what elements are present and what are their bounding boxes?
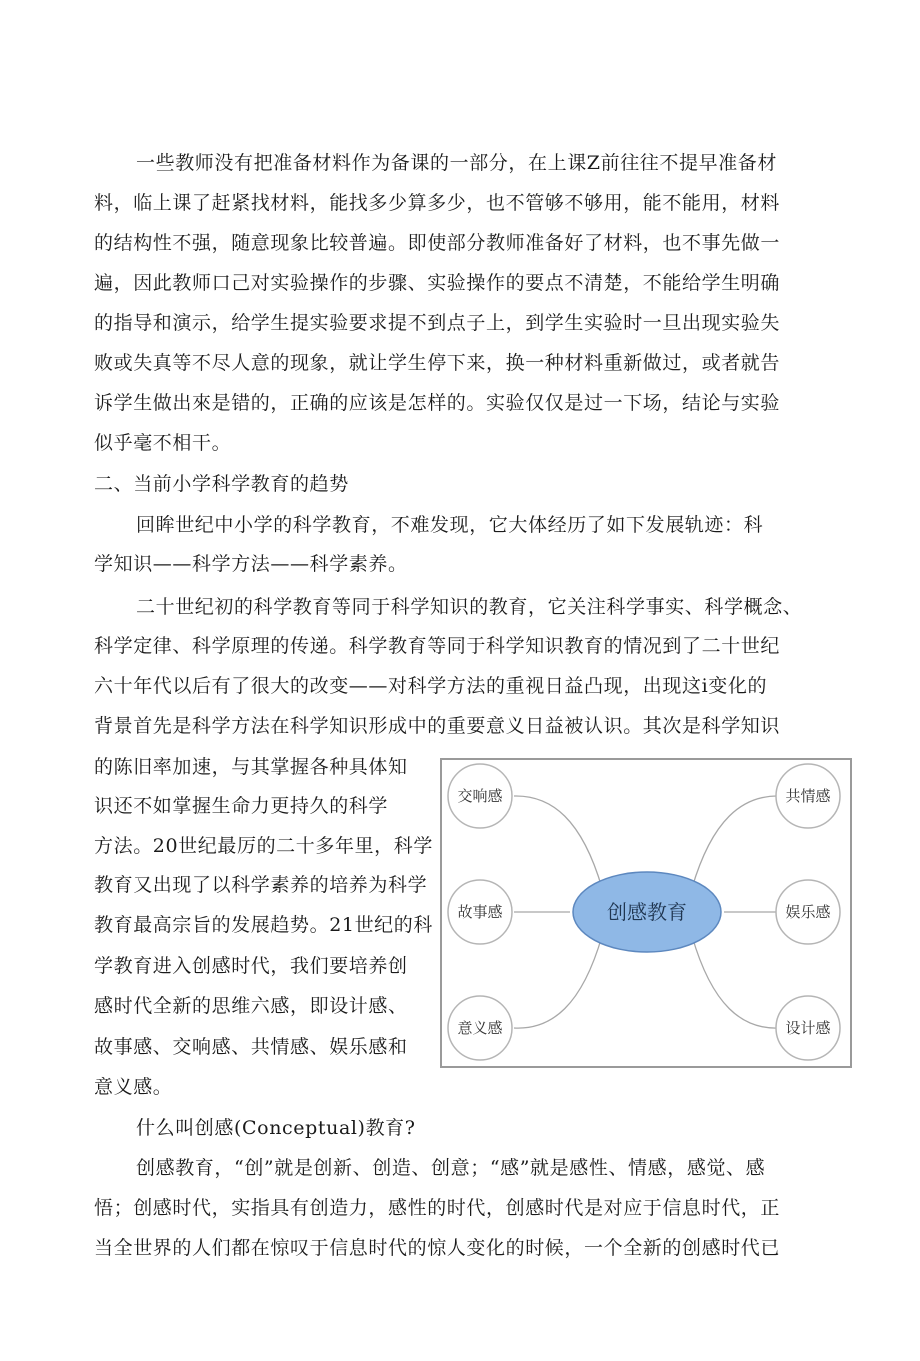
text-line: 感时代全新的思维六感，即设计感、: [94, 995, 408, 1017]
mindmap-diagram: [442, 760, 850, 1066]
text-line: 一些教师没有把准备材料作为备课的一部分，在上课Z前往往不提早准备材: [136, 152, 778, 174]
center-label: 创感教育: [607, 900, 687, 924]
node-label: 共情感: [785, 787, 831, 805]
text-line: 教育最高宗旨的发展趋势。21世纪的科: [94, 914, 433, 936]
node-label: 意义感: [457, 1019, 503, 1037]
text-line: 六十年代以后有了很大的改变——对科学方法的重视日益凸现，出现这i变化的: [94, 675, 768, 697]
node-top-right: [776, 764, 840, 828]
branch-top-left: [514, 796, 602, 888]
mindmap-figure: [440, 758, 852, 1068]
text-line: 意义感。: [94, 1076, 173, 1098]
branch-bottom-left: [514, 936, 602, 1028]
text-line: 诉学生做出來是错的，正确的应该是怎样的。实验仅仅是过一下场，结论与实验: [94, 392, 781, 414]
node-label: 娱乐感: [785, 903, 831, 921]
text-line: 当全世界的人们都在惊叹于信息时代的惊人变化的时候，一个全新的创感时代已: [94, 1237, 781, 1259]
text-line: 故事感、交响感、共情感、娱乐感和: [94, 1036, 408, 1058]
text-line: 回眸世纪中小学的科学教育，不难发现，它大体经历了如下发展轨迹：科: [136, 514, 764, 536]
text-line: 科学定律、科学原理的传递。科学教育等同于科学知识教育的情况到了二十世纪: [94, 635, 781, 657]
text-line: 的结构性不强，随意现象比较普遍。即使部分教师准备好了材料，也不事先做一: [94, 232, 781, 254]
text-line: 料，临上课了赶紧找材料，能找多少算多少，也不管够不够用，能不能用，材料: [94, 192, 781, 214]
question-line: 什么叫创感(Conceptual)教育?: [136, 1117, 416, 1139]
text-line: 二十世纪初的科学教育等同于科学知识的教育，它关注科学事实、科学概念、: [136, 596, 803, 618]
text-line: 方法。20世纪最厉的二十多年里，科学: [94, 835, 433, 857]
branch-top-right: [692, 796, 780, 888]
text-line: 败或失真等不尽人意的现象，就让学生停下来，换一种材料重新做过，或者就告: [94, 352, 781, 374]
text-line: 学知识——科学方法——科学素养。: [94, 553, 408, 575]
text-line: 创感教育，“创”就是创新、创造、创意；“感”就是感性、情感，感觉、感: [136, 1157, 766, 1179]
text-line: 悟；创感时代，实指具有创造力，感性的时代，创感时代是对应于信息时代，正: [94, 1197, 781, 1219]
text-line: 识还不如掌握生命力更持久的科学: [94, 795, 389, 817]
node-bottom-left: [448, 996, 512, 1060]
node-top-left: [448, 764, 512, 828]
center-node: [573, 872, 721, 952]
text-line: 的陈旧率加速，与其掌握各种具体知: [94, 756, 408, 778]
node-label: 设计感: [785, 1019, 831, 1037]
node-mid-left: [448, 880, 512, 944]
node-mid-right: [776, 880, 840, 944]
node-label: 交响感: [457, 787, 503, 805]
section-heading: 二、当前小学科学教育的趋势: [94, 473, 349, 495]
text-line: 的指导和演示，给学生提实验要求提不到点子上，到学生实验时一旦出现实验失: [94, 312, 781, 334]
text-line: 背景首先是科学方法在科学知识形成中的重要意义日益被认识。其次是科学知识: [94, 715, 781, 737]
text-line: 遍，因此教师口己对实验操作的步骤、实验操作的要点不清楚，不能给学生明确: [94, 272, 781, 294]
node-bottom-right: [776, 996, 840, 1060]
text-line: 似乎毫不相干。: [94, 432, 232, 454]
node-label: 故事感: [457, 903, 503, 921]
text-line: 学教育进入创感时代，我们要培养创: [94, 955, 408, 977]
text-line: 教育又出现了以科学素养的培养为科学: [94, 874, 428, 896]
branch-bottom-right: [692, 936, 780, 1028]
